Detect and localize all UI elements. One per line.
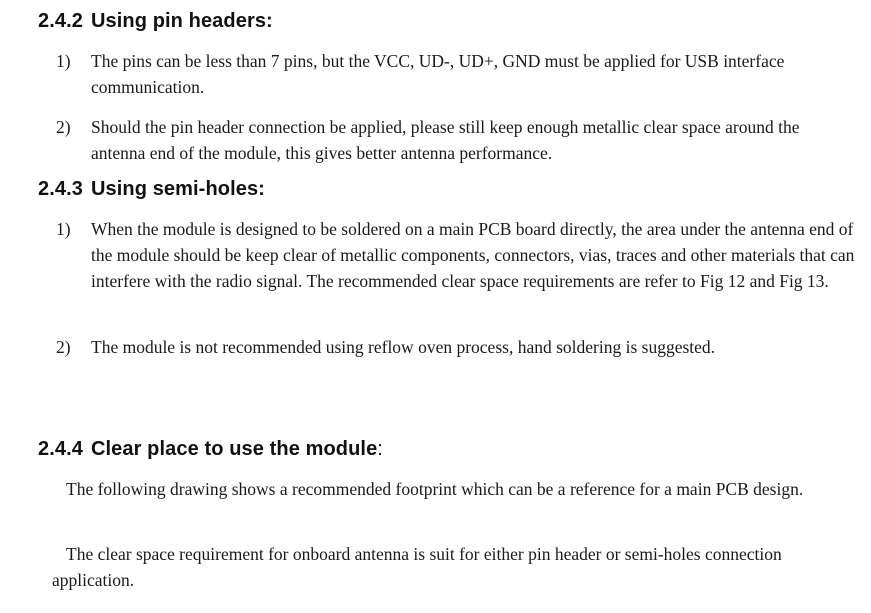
section-title: Using pin headers: <box>90 10 273 32</box>
list-item-text: Should the pin header connection be applied, please still keep enough metallic clear space around the antenna end of the module, this gives better antenna performance. <box>91 117 800 163</box>
list-item-text: The module is not recommended using reflow oven process, hand soldering is suggested. <box>91 337 716 357</box>
list-item-text: When the module is designed to be soldered on a main PCB board directly, the area under the antenna end of the module should be keep clear of metallic components, connectors, vias, traces and other materials that can interfere with the radio signal. The recommended clear space requirements are refer to Fig 12 and Fig 13. <box>91 219 855 291</box>
paragraph: The following drawing shows a recommended footprint which can be a reference for a main PCB design. <box>66 479 804 499</box>
list-marker: 1) <box>56 51 71 71</box>
section-number: 2.4.4 <box>38 438 83 460</box>
section-title: Clear place to use the module <box>90 438 378 460</box>
list-marker: 1) <box>56 219 71 239</box>
section-title-suffix: : <box>377 438 383 460</box>
section-heading-2-4-3 <box>38 178 265 201</box>
list-item <box>56 114 856 166</box>
list-marker: 2) <box>56 337 71 357</box>
paragraph: The clear space requirement for onboard antenna is suit for either pin header or semi-holes connection application. <box>52 544 782 590</box>
list-item <box>56 334 856 360</box>
section-number: 2.4.3 <box>38 178 83 200</box>
list-marker: 2) <box>56 117 71 137</box>
section-heading-2-4-4 <box>38 438 383 461</box>
list-item <box>56 48 856 100</box>
list-item <box>56 216 856 294</box>
list-item-text: The pins can be less than 7 pins, but the VCC, UD-, UD+, GND must be applied for USB interface communication. <box>91 51 785 97</box>
section-number: 2.4.2 <box>38 10 83 32</box>
section-title: Using semi-holes: <box>90 178 265 200</box>
section-heading-2-4-2 <box>38 10 273 33</box>
